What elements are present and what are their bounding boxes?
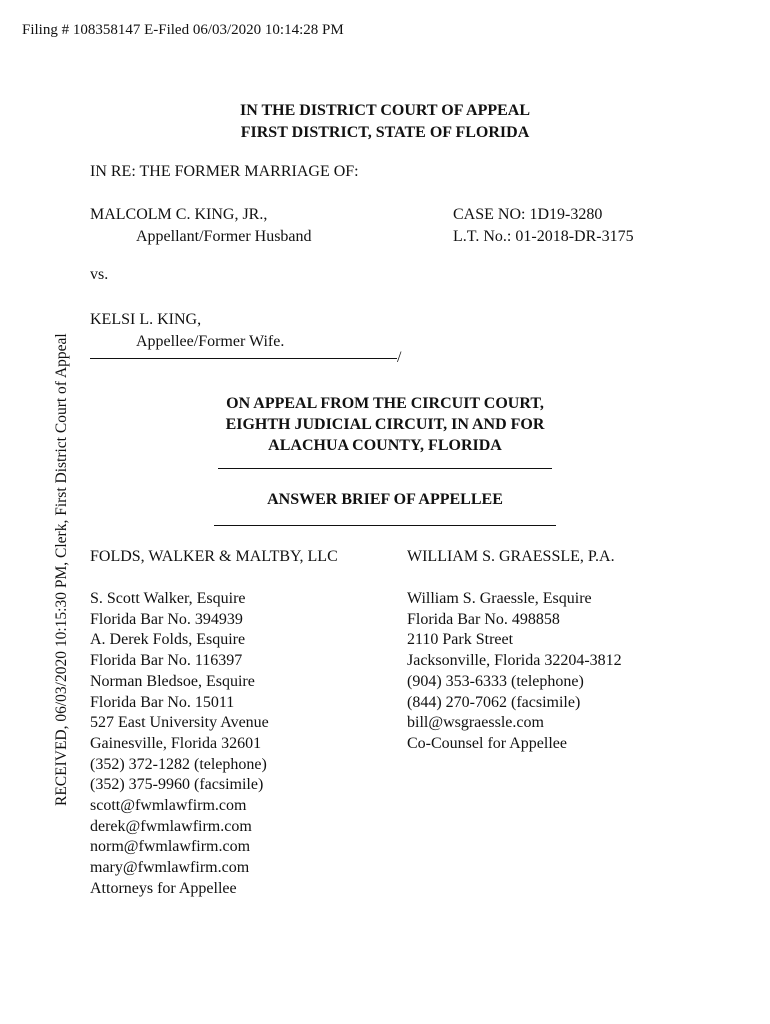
appeal-line-3: ALACHUA COUNTY, FLORIDA (268, 437, 502, 454)
contact-line: (904) 353-6333 (telephone) (407, 672, 584, 690)
versus: vs. (90, 266, 109, 283)
received-stamp: RECEIVED, 06/03/2020 10:15:30 PM, Clerk, First District Court of Appeal (53, 333, 70, 806)
appeal-heading (0, 393, 770, 456)
contact-line: (844) 270-7062 (facsimile) (407, 693, 581, 711)
caption-rule (90, 349, 401, 367)
contact-line: Florida Bar No. 394939 (90, 610, 243, 628)
contact-line: Gainesville, Florida 32601 (90, 734, 262, 752)
caption-rule-line (90, 358, 397, 359)
contact-line: bill@wsgraessle.com (407, 714, 544, 732)
contact-line: (352) 375-9960 (facsimile) (90, 776, 264, 794)
in-re-line: IN RE: THE FORMER MARRIAGE OF: (90, 163, 359, 180)
contact-line: Attorneys for Appellee (90, 879, 237, 897)
court-heading (0, 100, 770, 144)
contact-line: A. Derek Folds, Esquire (90, 631, 246, 649)
divider-lower (214, 525, 556, 526)
court-line-1: IN THE DISTRICT COURT OF APPEAL (239, 102, 531, 119)
contact-line: derek@fwmlawfirm.com (90, 817, 252, 835)
contact-line: Florida Bar No. 15011 (90, 693, 235, 711)
appellee-role: Appellee/Former Wife. (136, 333, 285, 350)
appeal-line-2: EIGHTH JUDICIAL CIRCUIT, IN AND FOR (225, 416, 545, 433)
contact-line: Co-Counsel for Appellee (407, 734, 567, 752)
appellant-role: Appellant/Former Husband (136, 228, 312, 245)
appellee-name: KELSI L. KING, (90, 311, 202, 328)
appellant-name: MALCOLM C. KING, JR., (90, 206, 268, 223)
contact-line: (352) 372-1282 (telephone) (90, 755, 267, 773)
appellee-block (90, 309, 284, 353)
left-firm-contact (90, 589, 269, 900)
contact-line: Jacksonville, Florida 32204-3812 (407, 652, 622, 670)
filing-stamp: Filing # 108358147 E-Filed 06/03/2020 10:14:28 PM (22, 22, 344, 38)
lower-tribunal-number: L.T. No.: 01-2018-DR-3175 (453, 228, 634, 245)
contact-line: S. Scott Walker, Esquire (90, 590, 246, 607)
contact-line: Florida Bar No. 116397 (90, 652, 243, 670)
divider-upper (218, 468, 552, 469)
left-firm-name: FOLDS, WALKER & MALTBY, LLC (90, 548, 338, 565)
contact-line: Norman Bledsoe, Esquire (90, 672, 255, 690)
contact-line: norm@fwmlawfirm.com (90, 838, 251, 856)
case-numbers (453, 204, 634, 248)
contact-line: mary@fwmlawfirm.com (90, 859, 250, 877)
brief-title: ANSWER BRIEF OF APPELLEE (267, 491, 503, 508)
appellant-block (90, 204, 312, 248)
contact-line: William S. Graessle, Esquire (407, 590, 592, 607)
contact-line: Florida Bar No. 498858 (407, 610, 560, 628)
appeal-line-1: ON APPEAL FROM THE CIRCUIT COURT, (226, 395, 544, 412)
caption-rule-slash: / (397, 349, 402, 366)
contact-line: 2110 Park Street (407, 631, 514, 649)
right-firm-name: WILLIAM S. GRAESSLE, P.A. (407, 548, 615, 565)
court-line-2: FIRST DISTRICT, STATE OF FLORIDA (240, 124, 530, 141)
right-firm-contact (407, 589, 622, 755)
contact-line: scott@fwmlawfirm.com (90, 797, 247, 815)
case-number: CASE NO: 1D19-3280 (453, 206, 603, 223)
contact-line: 527 East University Avenue (90, 714, 269, 732)
